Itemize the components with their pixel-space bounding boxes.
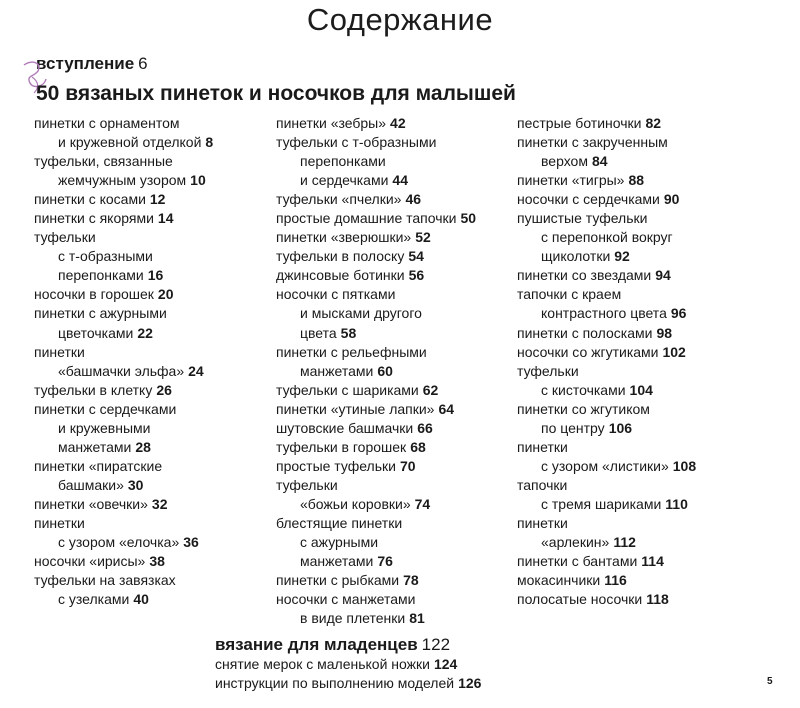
toc-entry-line <box>34 209 213 228</box>
toc-entry-text: пинетки с сердечками <box>34 400 177 417</box>
toc-entry <box>276 571 476 590</box>
toc-entry-text: и мысками другого <box>300 305 422 322</box>
toc-entry <box>276 381 476 400</box>
toc-entry <box>34 457 213 495</box>
toc-entry-page: 38 <box>149 553 165 570</box>
toc-entry-line <box>276 381 476 400</box>
toc-entry <box>517 362 696 400</box>
toc-entry-text: туфельки с шариками <box>276 381 419 398</box>
toc-entry-line <box>276 343 476 362</box>
toc-entry-page: 84 <box>591 153 608 170</box>
toc-entry-line <box>34 590 213 609</box>
toc-entry <box>276 247 476 266</box>
toc-entry-page: 124 <box>433 656 458 672</box>
toc-entry-line <box>517 438 696 457</box>
toc-entry-page: 94 <box>655 267 671 284</box>
toc-entry <box>517 285 696 323</box>
toc-entry-line <box>34 476 213 495</box>
toc-entry-text: простые домашние тапочки <box>276 210 457 227</box>
toc-entry-line <box>517 571 696 590</box>
toc-entry-line <box>276 533 476 552</box>
toc-entry-text: пушистые туфельки <box>517 210 648 227</box>
toc-entry-page: 58 <box>340 324 357 341</box>
toc-entry <box>517 324 696 343</box>
toc-entry-page: 126 <box>458 674 482 691</box>
toc-entry <box>276 190 476 209</box>
page-title: Содержание <box>306 2 494 37</box>
toc-entry-text: щиколотки <box>541 248 611 265</box>
toc-entry-text: с узелками <box>58 591 130 608</box>
toc-entry-text: с перепонкой вокруг <box>541 229 673 246</box>
toc-entry <box>517 133 696 171</box>
toc-entry-line <box>276 171 476 190</box>
toc-entry-page: 52 <box>415 229 431 246</box>
toc-entry-text: туфельки <box>34 229 96 246</box>
toc-entry-page: 12 <box>149 191 166 208</box>
toc-entry <box>276 343 476 381</box>
toc-entry-page: 76 <box>377 553 393 570</box>
toc-entry <box>517 114 696 133</box>
toc-entry-text: туфельки в горошек <box>276 438 407 455</box>
toc-entry-text: пинетки «овечки» <box>34 495 148 512</box>
toc-entry-line <box>517 533 696 552</box>
toc-entry-page: 62 <box>422 381 439 398</box>
toc-entry-line <box>276 571 476 590</box>
toc-entry-line <box>517 400 696 419</box>
toc-entry-page: 74 <box>414 495 431 512</box>
toc-entry-line <box>517 247 696 266</box>
toc-entry-line <box>517 133 696 152</box>
toc-entry <box>34 114 213 152</box>
toc-entry-text: носочки с пятками <box>276 286 396 303</box>
toc-entry-text: манжетами <box>58 438 132 455</box>
toc-entry-line <box>276 285 476 304</box>
toc-entry <box>276 476 476 514</box>
toc-entry-text: инструкции по выполнению моделей <box>215 674 455 691</box>
toc-entry <box>34 228 213 285</box>
toc-entry-text: верхом <box>541 153 588 170</box>
toc-entry-text: туфельки <box>517 362 579 379</box>
toc-entry-text: башмаки» <box>58 476 124 493</box>
toc-entry-text: цвета <box>300 324 337 341</box>
toc-column-3 <box>517 114 696 609</box>
knitting-heading-page: 122 <box>421 635 451 654</box>
toc-entry-text: пинетки <box>517 438 568 455</box>
toc-entry <box>34 495 213 514</box>
toc-entry-line <box>34 419 213 438</box>
toc-entry-line <box>276 495 476 514</box>
toc-entry-page: 8 <box>205 134 214 151</box>
toc-entry-text: шутовские башмачки <box>276 419 414 436</box>
toc-entry <box>517 266 696 285</box>
toc-entry-page: 112 <box>613 534 636 551</box>
toc-entry-text: мокасинчики <box>517 572 601 589</box>
toc-entry <box>34 152 213 190</box>
toc-entry-text: пинетки со звездами <box>517 267 652 284</box>
toc-entry-text: пинетки «зебры» <box>276 115 387 131</box>
toc-entry-text: с ажурными <box>300 534 379 551</box>
toc-entry-page: 64 <box>438 400 455 417</box>
toc-entry-line <box>276 114 476 133</box>
section-heading-booties: 50 вязаных пинеток и носочков для малышей <box>36 82 516 105</box>
toc-entry-page: 78 <box>403 572 419 589</box>
toc-entry-line <box>276 266 476 285</box>
toc-entry-text: пинетки с ажурными <box>34 305 167 322</box>
toc-entry <box>276 209 476 228</box>
toc-entry-line <box>34 438 213 457</box>
toc-entry-line <box>34 285 213 304</box>
toc-entry-page: 66 <box>417 419 433 436</box>
toc-entry-text: носочки «ирисы» <box>34 553 146 570</box>
toc-entry-page: 68 <box>410 438 426 455</box>
toc-entry <box>276 266 476 285</box>
toc-entry-text: носочки с сердечками <box>517 191 660 208</box>
toc-entry-text: с т-образными <box>58 248 153 265</box>
toc-entry <box>34 285 213 304</box>
toc-entry-text: пинетки «пиратские <box>34 457 163 474</box>
toc-entry-line <box>34 571 213 590</box>
toc-entry-text: пинетки <box>34 514 85 531</box>
toc-entry-text: носочки в горошек <box>34 286 154 303</box>
toc-entry-line <box>517 476 696 495</box>
toc-entry <box>34 381 213 400</box>
toc-entry-text: по центру <box>541 419 605 436</box>
toc-entry-text: перепонками <box>58 267 144 284</box>
toc-entry-line <box>276 400 476 419</box>
toc-entry-page: 110 <box>665 495 688 512</box>
toc-entry-text: пинетки «зверюшки» <box>276 229 412 246</box>
toc-entry-page: 42 <box>390 115 406 131</box>
toc-entry-text: контрастного цвета <box>541 305 667 322</box>
toc-entry-line <box>517 419 696 438</box>
toc-entry-line <box>34 362 213 381</box>
toc-entry-text: пинетки «утиные лапки» <box>276 400 435 417</box>
toc-entry <box>276 400 476 419</box>
toc-entry-page: 10 <box>190 172 206 189</box>
toc-entry-text: «арлекин» <box>541 534 610 551</box>
toc-entry-line <box>34 324 213 343</box>
toc-entry-text: жемчужным узором <box>58 172 187 189</box>
toc-entry-line <box>276 304 476 323</box>
toc-column-2 <box>276 114 476 628</box>
toc-entry-line <box>276 209 476 228</box>
toc-entry-page: 96 <box>670 305 687 322</box>
toc-entry-line <box>34 228 213 247</box>
toc-entry-text: и кружевными <box>58 419 151 436</box>
toc-entry-page: 88 <box>628 172 645 189</box>
toc-entry <box>517 400 696 438</box>
toc-entry-line <box>517 514 696 533</box>
toc-entry <box>517 571 696 590</box>
toc-entry-text: с кисточками <box>541 381 626 398</box>
toc-entry-line <box>276 476 476 495</box>
toc-entry-text: пинетки с закрученным <box>517 134 668 151</box>
toc-entry-line <box>276 190 476 209</box>
toc-entry-line <box>34 114 213 133</box>
toc-entry-line <box>517 285 696 304</box>
toc-entry-line <box>34 457 213 476</box>
toc-entry-text: в виде плетенки <box>300 610 406 627</box>
toc-entry-line <box>34 552 213 571</box>
toc-entry-line <box>276 457 476 476</box>
toc-entry-line <box>276 609 476 628</box>
toc-entry <box>517 209 696 266</box>
toc-entry-page: 102 <box>662 343 686 360</box>
toc-entry-line <box>276 228 476 247</box>
toc-entry <box>276 419 476 438</box>
toc-entry-text: манжетами <box>300 362 374 379</box>
toc-entry-page: 20 <box>157 286 174 303</box>
toc-entry-text: пинетки <box>517 514 568 531</box>
toc-entry-page: 24 <box>188 362 204 379</box>
toc-entry <box>34 552 213 571</box>
toc-entry-line <box>34 266 213 285</box>
toc-entry-text: пинетки со жгутиком <box>517 400 650 417</box>
toc-entry-text: пинетки с рельефными <box>276 343 427 360</box>
toc-entry-text: носочки с манжетами <box>276 591 416 608</box>
toc-entry-page: 108 <box>672 457 697 474</box>
toc-entry-page: 70 <box>399 457 416 474</box>
toc-entry <box>276 114 476 133</box>
toc-entry <box>517 190 696 209</box>
toc-entry-text: и кружевной отделкой <box>58 134 202 151</box>
toc-entry-text: перепонками <box>300 153 386 170</box>
toc-entry-page: 56 <box>408 267 425 284</box>
toc-entry-line <box>276 438 476 457</box>
toc-entry-text: с узором «листики» <box>541 457 669 474</box>
toc-entry-page: 36 <box>183 534 199 551</box>
toc-entry-page: 98 <box>656 324 673 341</box>
toc-entry-text: туфельки на завязках <box>34 572 176 589</box>
toc-entry-line <box>517 590 696 609</box>
toc-entry <box>276 590 476 628</box>
toc-entry-line <box>34 495 213 514</box>
toc-entry-line <box>276 590 476 609</box>
toc-entry-text: простые туфельки <box>276 457 396 474</box>
toc-entry-text: туфельки <box>276 476 338 493</box>
toc-entry-line <box>276 324 476 343</box>
toc-entry-line <box>34 171 213 190</box>
toc-entry <box>276 438 476 457</box>
toc-entry-page: 44 <box>392 172 408 189</box>
toc-entry-text: пинетки с орнаментом <box>34 115 180 131</box>
toc-entry-line <box>517 209 696 228</box>
toc-entry-text: «башмачки эльфа» <box>58 362 185 379</box>
toc-entry-line <box>517 171 696 190</box>
toc-entry-line <box>517 228 696 247</box>
toc-entry-line <box>276 133 476 152</box>
toc-entry-page: 54 <box>408 248 424 265</box>
toc-entry-line <box>34 152 213 171</box>
toc-entry-text: пинетки с полосками <box>517 324 653 341</box>
toc-entry-line <box>34 190 213 209</box>
toc-entry-line <box>517 266 696 285</box>
toc-entry-page: 40 <box>133 591 149 608</box>
toc-entry <box>276 285 476 342</box>
toc-entry-text: тапочки <box>517 476 568 493</box>
toc-entry-text: пинетки с косами <box>34 191 146 208</box>
toc-entry-line <box>34 343 213 362</box>
toc-entry <box>34 400 213 457</box>
toc-entry <box>215 674 481 693</box>
toc-entry-line <box>517 457 696 476</box>
toc-entry-line <box>517 190 696 209</box>
toc-entry-text: и сердечками <box>300 172 389 189</box>
toc-entry-text: блестящие пинетки <box>276 514 403 531</box>
toc-entry-text: пестрые ботиночки <box>517 115 642 131</box>
toc-entry-page: 16 <box>147 267 164 284</box>
toc-entry <box>517 514 696 552</box>
toc-entry-text: с узором «елочка» <box>58 534 180 551</box>
intro-page: 6 <box>138 54 148 73</box>
toc-entry-line <box>517 362 696 381</box>
toc-entry-page: 60 <box>377 362 393 379</box>
toc-entry <box>34 343 213 381</box>
toc-entry-page: 82 <box>645 115 662 131</box>
toc-entry-page: 106 <box>608 419 633 436</box>
toc-entry <box>276 457 476 476</box>
toc-entry-page: 30 <box>127 476 144 493</box>
toc-entry-line <box>517 552 696 571</box>
toc-entry-text: пинетки <box>34 343 85 360</box>
toc-entry-text: цветочками <box>58 324 134 341</box>
toc-entry-line <box>517 324 696 343</box>
toc-entry-text: туфельки в полоску <box>276 248 405 265</box>
toc-entry-text: джинсовые ботинки <box>276 267 405 284</box>
toc-entry-text: снятие мерок с маленькой ножки <box>215 656 430 672</box>
toc-entry-page: 104 <box>629 381 653 398</box>
toc-entry <box>34 209 213 228</box>
toc-entry <box>517 552 696 571</box>
knitting-heading-label: вязание для младенцев <box>215 635 418 654</box>
toc-entry <box>276 133 476 190</box>
toc-entry <box>215 655 481 674</box>
intro-label: вступление <box>36 54 135 73</box>
toc-entry-page: 22 <box>137 324 153 341</box>
toc-entry <box>276 228 476 247</box>
toc-entry <box>517 438 696 476</box>
toc-entry-text: пинетки с рыбками <box>276 572 400 589</box>
section-heading-knitting <box>215 634 481 655</box>
toc-entry-page: 116 <box>604 572 627 589</box>
toc-entry-text: с тремя шариками <box>541 495 662 512</box>
toc-entry-line <box>517 381 696 400</box>
toc-entry-page: 118 <box>646 591 669 608</box>
toc-entry-line <box>276 552 476 571</box>
toc-entry-line <box>34 381 213 400</box>
toc-entry <box>517 171 696 190</box>
toc-entry-text: туфельки, связанные <box>34 153 173 170</box>
toc-entry-line <box>276 152 476 171</box>
toc-entry <box>517 343 696 362</box>
toc-entry <box>34 514 213 552</box>
toc-entry-page: 32 <box>151 495 168 512</box>
toc-entry <box>517 476 696 514</box>
toc-entry <box>517 590 696 609</box>
toc-entry-page: 26 <box>156 381 172 398</box>
toc-entry <box>34 190 213 209</box>
toc-entry-text: туфельки в клетку <box>34 381 153 398</box>
toc-entry-line <box>276 247 476 266</box>
toc-entry-text: тапочки с краем <box>517 286 622 303</box>
knitting-section <box>215 634 481 692</box>
page-number: 5 <box>767 676 773 687</box>
toc-entry-text: туфельки «пчелки» <box>276 191 402 208</box>
toc-entry-page: 28 <box>135 438 151 455</box>
toc-entry-text: «божьи коровки» <box>300 495 411 512</box>
toc-entry-line <box>34 304 213 323</box>
toc-entry <box>34 304 213 342</box>
toc-entry-page: 50 <box>460 210 477 227</box>
toc-entry-text: полосатые носочки <box>517 591 643 608</box>
toc-entry-line <box>34 400 213 419</box>
toc-entry-line <box>276 514 476 533</box>
toc-entry-line <box>517 343 696 362</box>
toc-entry-line <box>517 114 696 133</box>
toc-entry-page: 14 <box>157 210 174 227</box>
toc-entry-line <box>34 133 213 152</box>
toc-entry-line <box>34 514 213 533</box>
toc-entry-page: 114 <box>641 553 664 570</box>
toc-entry <box>276 514 476 571</box>
toc-entry-page: 81 <box>409 610 425 627</box>
toc-entry-line <box>517 304 696 323</box>
toc-entry-line <box>517 495 696 514</box>
toc-entry-page: 46 <box>405 191 422 208</box>
toc-entry-text: пинетки «тигры» <box>517 172 625 189</box>
toc-entry-line <box>34 533 213 552</box>
toc-entry-text: пинетки с бантами <box>517 553 638 570</box>
toc-entry-page: 92 <box>614 248 630 265</box>
toc-column-1 <box>34 114 213 609</box>
toc-entry-line <box>276 362 476 381</box>
toc-entry-text: туфельки с т-образными <box>276 134 437 151</box>
toc-entry-line <box>276 419 476 438</box>
toc-entry-line <box>517 152 696 171</box>
toc-entry-text: носочки со жгутиками <box>517 343 659 360</box>
toc-entry <box>34 571 213 609</box>
toc-entry-text: пинетки с якорями <box>34 210 154 227</box>
toc-entry-line <box>34 247 213 266</box>
toc-entry-page: 90 <box>663 191 680 208</box>
toc-entry-text: манжетами <box>300 553 374 570</box>
